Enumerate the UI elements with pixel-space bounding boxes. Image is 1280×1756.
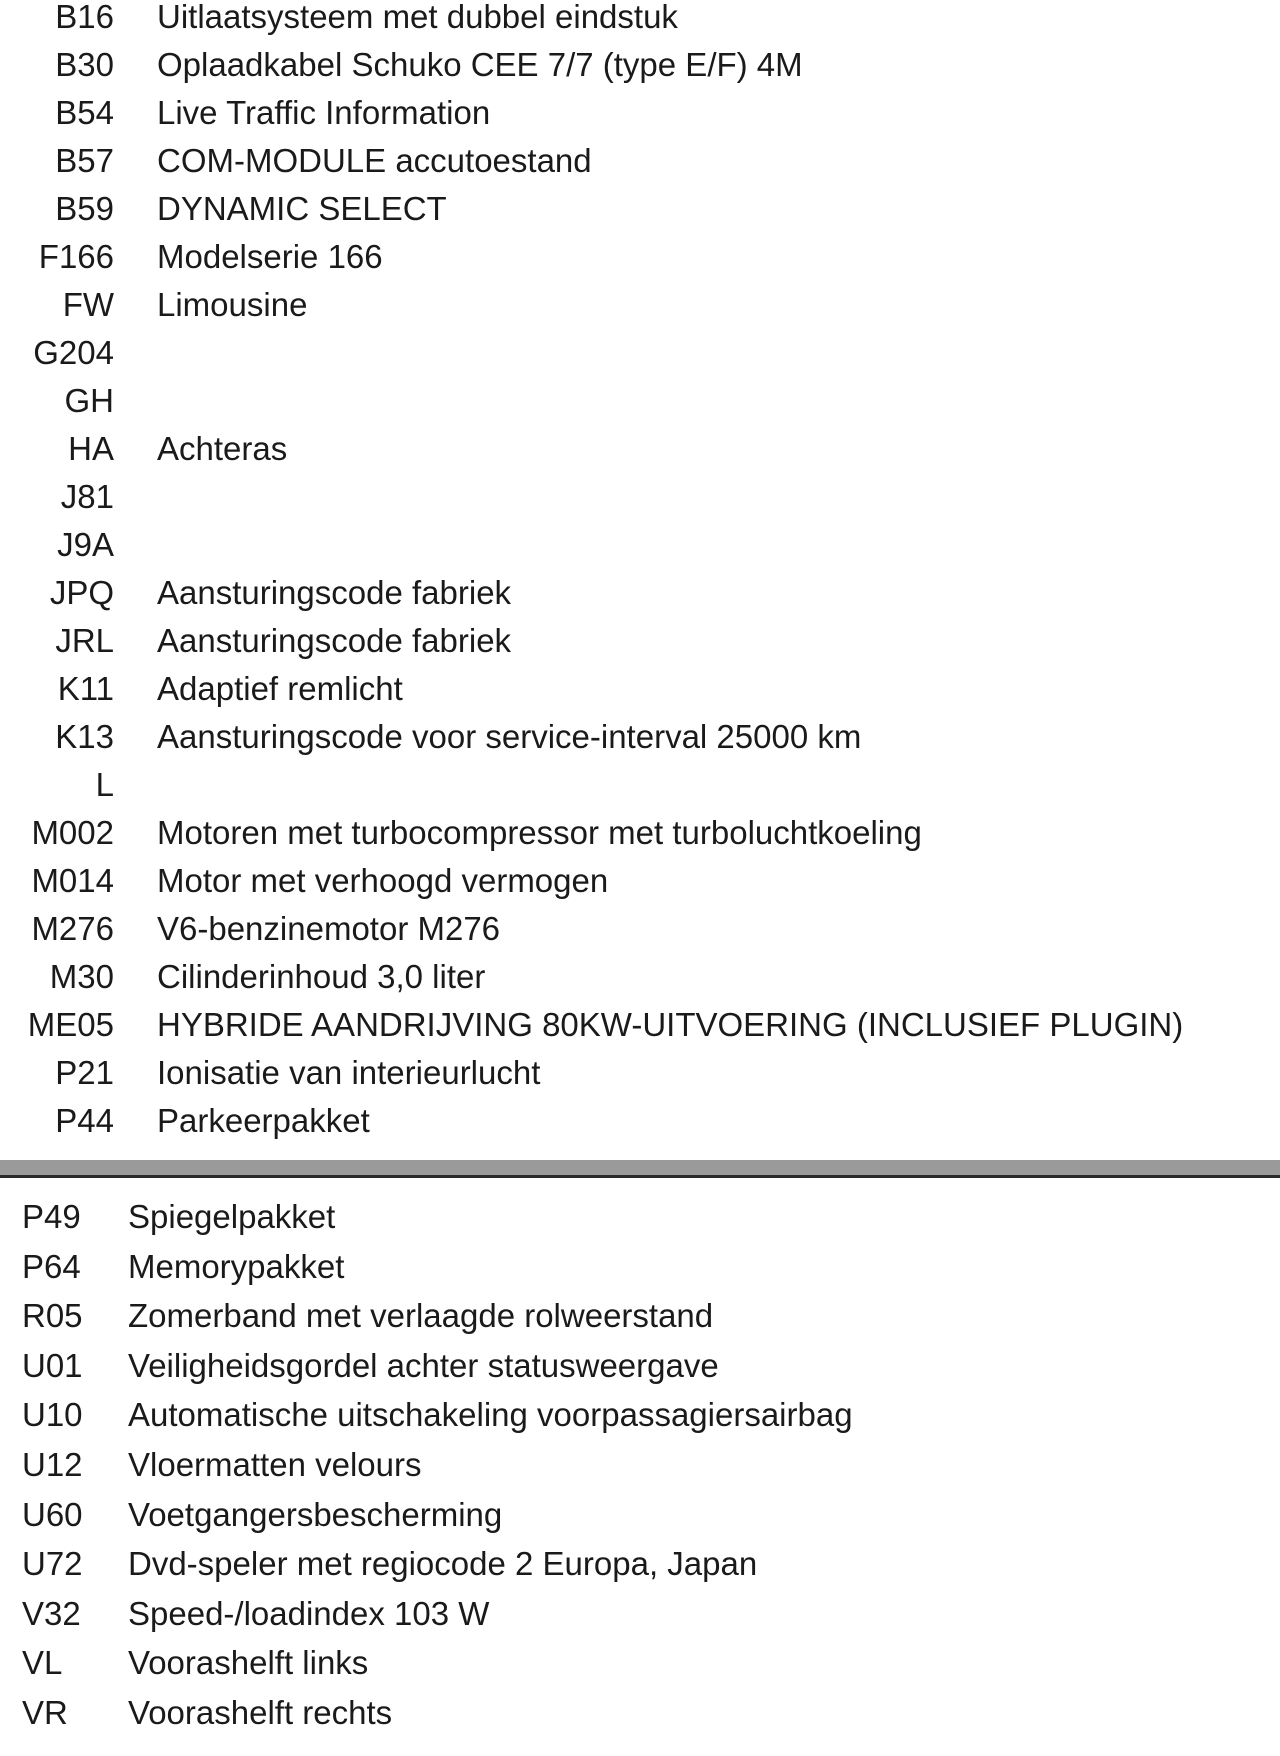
option-description: Motoren met turbocompressor met turboluchtkoeling xyxy=(157,814,922,851)
option-code: FW xyxy=(62,286,114,323)
option-description: DYNAMIC SELECT xyxy=(157,190,447,227)
option-code: K13 xyxy=(55,718,114,755)
option-code: B59 xyxy=(55,190,114,227)
option-code: GH xyxy=(64,382,114,419)
option-code: P64 xyxy=(22,1247,81,1285)
option-code: M276 xyxy=(31,910,114,947)
option-code: B16 xyxy=(55,0,114,35)
option-code: HA xyxy=(68,430,114,467)
option-code: R05 xyxy=(22,1297,83,1335)
option-row xyxy=(0,0,1280,48)
option-code: J9A xyxy=(57,526,114,563)
option-code: VR xyxy=(22,1693,68,1731)
option-code: B57 xyxy=(55,142,114,179)
option-row xyxy=(0,1104,1280,1152)
option-row xyxy=(0,1398,1280,1448)
option-description: Ionisatie van interieurlucht xyxy=(157,1054,541,1091)
option-code: U01 xyxy=(22,1346,83,1384)
option-description: Spiegelpakket xyxy=(128,1198,336,1235)
option-code: M30 xyxy=(49,958,114,995)
option-row xyxy=(0,672,1280,720)
option-row xyxy=(0,720,1280,768)
option-row xyxy=(0,48,1280,96)
option-code: U60 xyxy=(22,1495,83,1533)
option-code: J81 xyxy=(60,478,114,515)
option-code: ME05 xyxy=(27,1006,114,1043)
option-description: Aansturingscode fabriek xyxy=(157,622,512,659)
option-description: Speed-/loadindex 103 W xyxy=(128,1594,490,1632)
option-row xyxy=(0,432,1280,480)
option-code: L xyxy=(95,766,114,803)
option-row xyxy=(0,1495,1280,1548)
option-description: Memorypakket xyxy=(128,1247,345,1285)
option-row xyxy=(0,384,1280,432)
option-description: Aansturingscode fabriek xyxy=(157,574,512,611)
option-row xyxy=(0,240,1280,288)
option-row xyxy=(0,816,1280,864)
option-row xyxy=(0,144,1280,192)
option-description: Veiligheidsgordel achter statusweergave xyxy=(128,1346,719,1384)
option-row xyxy=(0,864,1280,912)
option-description: Motor met verhoogd vermogen xyxy=(157,862,609,899)
option-description: COM-MODULE accutoestand xyxy=(157,142,592,179)
option-description: Achteras xyxy=(157,430,288,467)
option-code: JPQ xyxy=(49,574,114,611)
option-row xyxy=(0,288,1280,336)
option-code: B30 xyxy=(55,46,114,83)
option-row xyxy=(0,576,1280,624)
option-code: M002 xyxy=(31,814,114,851)
option-description: Voetgangersbescherming xyxy=(128,1495,503,1533)
option-code: P21 xyxy=(55,1054,114,1091)
option-code: K11 xyxy=(57,670,114,707)
option-description: Uitlaatsysteem met dubbel eindstuk xyxy=(157,0,678,35)
option-row xyxy=(0,192,1280,240)
option-row xyxy=(0,480,1280,528)
option-description: Modelserie 166 xyxy=(157,238,383,275)
option-code: B54 xyxy=(55,94,114,131)
option-description: Live Traffic Information xyxy=(157,94,491,131)
option-row xyxy=(0,336,1280,384)
option-row xyxy=(0,768,1280,816)
option-code: U12 xyxy=(22,1445,83,1483)
option-code: U10 xyxy=(22,1396,83,1434)
option-description: Automatische uitschakeling voorpassagiersairbag xyxy=(128,1396,853,1434)
option-code: VL xyxy=(22,1644,63,1682)
option-row xyxy=(0,1445,1280,1498)
option-code: V32 xyxy=(22,1594,81,1632)
option-description: HYBRIDE AANDRIJVING 80KW-UITVOERING (INCLUSIEF PLUGIN) xyxy=(157,1006,1184,1043)
option-row xyxy=(0,1594,1280,1647)
option-description: Zomerband met verlaagde rolweerstand xyxy=(128,1297,714,1335)
option-row xyxy=(0,1056,1280,1104)
option-row xyxy=(0,912,1280,960)
option-description: Voorashelft links xyxy=(128,1644,369,1682)
option-row xyxy=(0,624,1280,672)
option-code: M014 xyxy=(31,862,114,899)
option-code: F166 xyxy=(38,238,114,275)
option-description: Adaptief remlicht xyxy=(157,670,403,707)
option-code: P49 xyxy=(22,1198,81,1235)
option-row xyxy=(0,1299,1280,1349)
option-code: U72 xyxy=(22,1545,83,1583)
option-row xyxy=(0,960,1280,1008)
option-row xyxy=(0,1346,1280,1399)
option-description: V6-benzinemotor M276 xyxy=(157,910,501,947)
option-description: Cilinderinhoud 3,0 liter xyxy=(157,958,486,995)
option-row xyxy=(0,1646,1280,1696)
option-description: Dvd-speler met regiocode 2 Europa, Japan xyxy=(128,1545,758,1583)
option-description: Limousine xyxy=(157,286,308,323)
option-description: Oplaadkabel Schuko CEE 7/7 (type E/F) 4M xyxy=(157,46,803,83)
option-description: Voorashelft rechts xyxy=(128,1693,393,1731)
option-description: Vloermatten velours xyxy=(128,1445,422,1483)
option-description: Aansturingscode voor service-interval 25000 km xyxy=(157,718,862,755)
option-list-page-2 xyxy=(0,1200,1280,1746)
option-code: P44 xyxy=(55,1102,114,1139)
option-code: G204 xyxy=(33,334,114,371)
option-row xyxy=(0,1693,1280,1746)
option-row xyxy=(0,1008,1280,1056)
page-divider xyxy=(0,1160,1280,1178)
option-description: Parkeerpakket xyxy=(157,1102,370,1139)
option-row xyxy=(0,1547,1280,1597)
option-code: JRL xyxy=(55,622,114,659)
option-row xyxy=(0,528,1280,576)
option-row xyxy=(0,1247,1280,1300)
option-row xyxy=(0,96,1280,144)
option-row xyxy=(0,1200,1280,1250)
